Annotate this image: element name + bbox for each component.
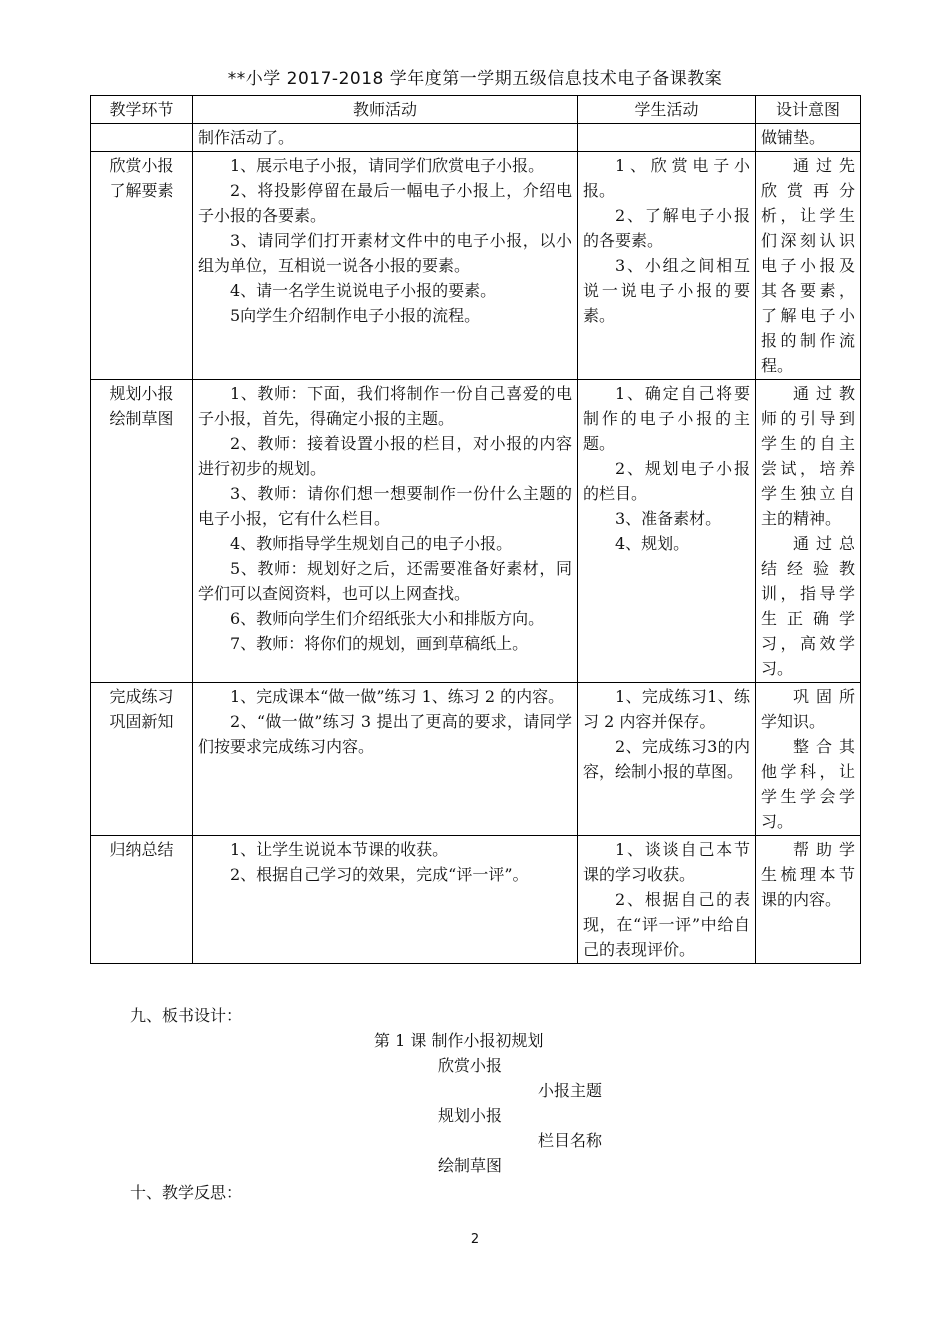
- board-line-columns: 栏目名称: [538, 1131, 603, 1150]
- stage-label: 巩固新知: [109, 712, 174, 731]
- design-cell: [756, 124, 861, 152]
- table-row: [91, 683, 861, 836]
- stage-label: 规划小报: [109, 384, 174, 403]
- lesson-plan-table: [90, 95, 861, 964]
- student-cell: [578, 124, 756, 152]
- teacher-paragraph: 2、根据自己学习的效果，完成“评一评”。: [230, 865, 529, 884]
- table-row: [91, 124, 861, 152]
- board-line-sketch: 绘制草图: [438, 1156, 503, 1175]
- board-line-appreciate: 欣赏小报: [438, 1056, 503, 1075]
- teacher-cell: [193, 152, 578, 380]
- student-paragraph: 2、规划电子小报的栏目。: [583, 459, 750, 503]
- stage-cell: [91, 836, 193, 964]
- design-cell: [756, 836, 861, 964]
- design-paragraph: 帮助学生梳理本节课的内容。: [761, 840, 855, 909]
- table-row: [91, 836, 861, 964]
- board-design-heading: 九、板书设计：: [130, 1006, 243, 1025]
- table-header-row: [91, 96, 861, 124]
- board-title: 第 1 课 制作小报初规划: [374, 1031, 544, 1050]
- design-paragraph: 巩固所学知识。: [761, 687, 855, 731]
- student-paragraph: 3、准备素材。: [615, 509, 722, 528]
- column-header-student: 学生活动: [578, 96, 756, 124]
- reflection-heading: 十、教学反思：: [130, 1183, 243, 1202]
- teacher-cell: [193, 836, 578, 964]
- teacher-paragraph: 1、展示电子小报，请同学们欣赏电子小报。: [230, 156, 545, 175]
- stage-cell: [91, 380, 193, 683]
- stage-cell: [91, 124, 193, 152]
- teacher-paragraph: 5向学生介绍制作电子小报的流程。: [230, 306, 481, 325]
- student-paragraph: 2、根据自己的表现，在“评一评”中给自己的表现评价。: [583, 890, 750, 959]
- design-paragraph: 通过先欣赏再分析，让学生们深刻认识电子小报及其各要素，了解电子小报的制作流程。: [761, 156, 855, 375]
- teacher-cell: [193, 380, 578, 683]
- student-paragraph: 2、完成练习3的内容，绘制小报的草图。: [583, 737, 750, 781]
- student-paragraph: 2、了解电子小报的各要素。: [583, 206, 750, 250]
- stage-label: 完成练习: [109, 687, 174, 706]
- stage-label: 归纳总结: [109, 840, 174, 859]
- design-cell: [756, 380, 861, 683]
- student-paragraph: 3、小组之间相互说一说电子小报的要素。: [583, 256, 750, 325]
- teacher-paragraph: 3、教师：请你们想一想要制作一份什么主题的电子小报，它有什么栏目。: [198, 484, 572, 528]
- teacher-paragraph: 3、请同学们打开素材文件中的电子小报，以小组为单位，互相说一说各小报的要素。: [198, 231, 572, 275]
- design-cell: [756, 152, 861, 380]
- teacher-paragraph: 2、将投影停留在最后一幅电子小报上，介绍电子小报的各要素。: [198, 181, 572, 225]
- student-paragraph: 1、谈谈自己本节课的学习收获。: [583, 840, 750, 884]
- column-header-design: 设计意图: [756, 96, 861, 124]
- board-line-plan: 规划小报: [438, 1106, 503, 1125]
- table-row: [91, 380, 861, 683]
- design-paragraph: 做铺垫。: [761, 128, 826, 147]
- design-paragraph: 通过总结经验教训，指导学生正确学习，高效学习。: [761, 534, 855, 678]
- design-paragraph: 整合其他学科，让学生学会学习。: [761, 737, 855, 831]
- teacher-paragraph: 4、教师指导学生规划自己的电子小报。: [230, 534, 513, 553]
- teacher-paragraph: 1、教师：下面，我们将制作一份自己喜爱的电子小报，首先，得确定小报的主题。: [198, 384, 572, 428]
- stage-cell: [91, 683, 193, 836]
- table-body: [91, 124, 861, 964]
- stage-label: 欣赏小报: [109, 156, 174, 175]
- student-paragraph: 1、欣赏电子小报。: [583, 156, 750, 200]
- table-row: [91, 152, 861, 380]
- teacher-paragraph: 1、让学生说说本节课的收获。: [230, 840, 449, 859]
- teacher-paragraph: 1、完成课本“做一做”练习 1、练习 2 的内容。: [230, 687, 565, 706]
- student-paragraph: 1、完成练习1、练习 2 内容并保存。: [583, 687, 750, 731]
- design-paragraph: 通过教师的引导到学生的自主尝试，培养学生独立自主的精神。: [761, 384, 855, 528]
- student-cell: [578, 152, 756, 380]
- board-line-topic: 小报主题: [538, 1081, 603, 1100]
- column-header-stage: 教学环节: [91, 96, 193, 124]
- stage-label: 了解要素: [109, 181, 174, 200]
- stage-cell: [91, 152, 193, 380]
- student-paragraph: 1、确定自己将要制作的电子小报的主题。: [583, 384, 750, 453]
- page-title: **小学 2017-2018 学年度第一学期五级信息技术电子备课教案: [227, 69, 723, 89]
- student-cell: [578, 683, 756, 836]
- teacher-paragraph: 2、教师：接着设置小报的栏目，对小报的内容进行初步的规划。: [198, 434, 572, 478]
- teacher-paragraph: 制作活动了。: [198, 128, 295, 147]
- teacher-paragraph: 2、“做一做”练习 3 提出了更高的要求，请同学们按要求完成练习内容。: [198, 712, 572, 756]
- teacher-paragraph: 7、教师：将你们的规划，画到草稿纸上。: [230, 634, 529, 653]
- teacher-cell: [193, 124, 578, 152]
- student-cell: [578, 836, 756, 964]
- page-number: 2: [470, 1232, 480, 1247]
- teacher-paragraph: 5、教师：规划好之后，还需要准备好素材，同学们可以查阅资料，也可以上网查找。: [198, 559, 572, 603]
- teacher-paragraph: 4、请一名学生说说电子小报的要素。: [230, 281, 497, 300]
- student-cell: [578, 380, 756, 683]
- stage-label: 绘制草图: [109, 409, 174, 428]
- column-header-teacher: 教师活动: [193, 96, 578, 124]
- design-cell: [756, 683, 861, 836]
- student-paragraph: 4、规划。: [615, 534, 690, 553]
- teacher-paragraph: 6、教师向学生们介绍纸张大小和排版方向。: [230, 609, 545, 628]
- teacher-cell: [193, 683, 578, 836]
